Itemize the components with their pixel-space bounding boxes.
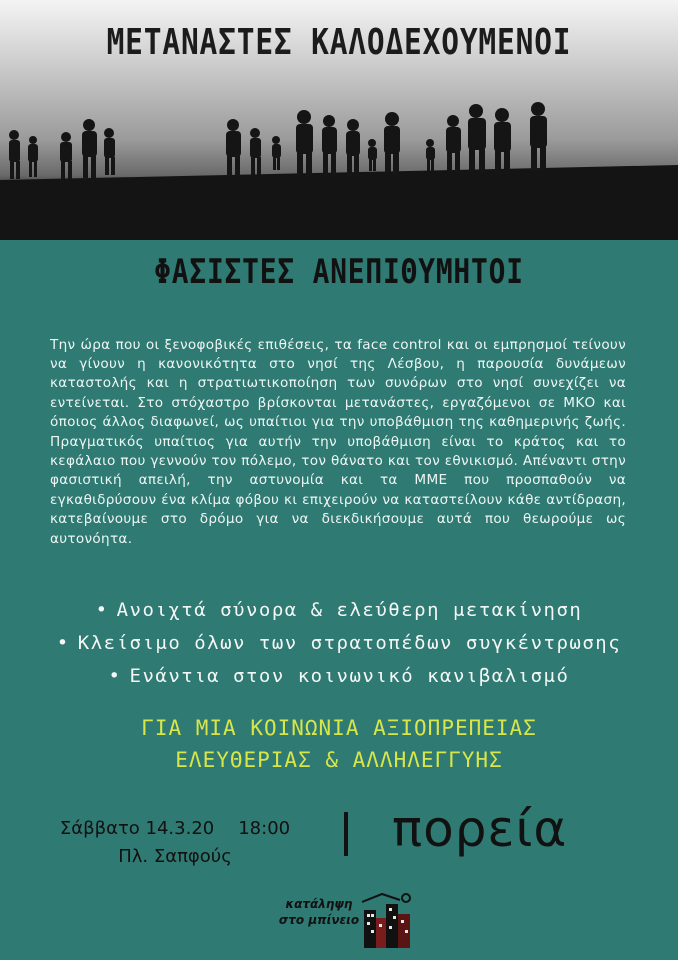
walking-refugees-silhouette-icon xyxy=(0,95,678,240)
organizer-logo xyxy=(268,892,418,950)
hero-photo xyxy=(0,0,678,240)
list-item xyxy=(0,627,678,660)
organizer-line-2: στο μπίνειο xyxy=(278,913,360,927)
organizer-name xyxy=(274,896,364,928)
list-item xyxy=(0,660,678,693)
bullet-icon: • xyxy=(95,599,109,621)
bullet-icon: • xyxy=(56,632,70,654)
city-buildings-logo-icon xyxy=(360,892,416,950)
list-item xyxy=(0,594,678,627)
event-type: πορεία xyxy=(392,800,568,858)
body-paragraph: Την ώρα που οι ξενοφοβικές επιθέσεις, τα face control και οι εμπρησμοί τείνουν να γίνουν η κανονικότητα στο νησί της Λέσβου, η παρουσία δυνάμεων καταστολής και η στρατιωτικοποίηση των συνόρων στο νησί συνεχίζει να εντείνεται. Στο στόχαστρο βρίσκονται μετανάστες, εργαζόμενοι σε ΜΚΟ και όποιος άλλος διαφωνεί, ως υπαίτιοι για την υποβάθμιση της καθημερινής ζωής. Πραγματικός υπαίτιος για αυτήν την υποβάθμιση είναι το κράτος και το κεφάλαιο που γεννούν τον πόλεμο, τον θάνατο και τον εθνικισμό. Απέναντι στην φασιστική απειλή, την αστυνομία και τα ΜΜΕ που προσπαθούν να εγκαθιδρύσουν ένα κλίμα φόβου κι επιχειρούν να καταστείλουν κάθε αντίδραση, κατεβαίνουμε στο δρόμο για να διεκδικήσουμε αυτά που θεωρούμε ως αυτονόητα. xyxy=(50,336,626,547)
demand-text: Ενάντια στον κοινωνικό κανιβαλισμό xyxy=(129,665,570,687)
bullet-icon: • xyxy=(108,665,122,687)
organizer-line-1: κατάληψη xyxy=(285,897,353,911)
demand-text: Ανοιχτά σύνορα & ελεύθερη μετακίνηση xyxy=(116,599,583,621)
poster-title: ΜΕΤΑΝΑΣΤΕΣ ΚΑΛΟΔΕΧΟΥΜΕΝΟΙ xyxy=(106,22,572,63)
event-date: Σάββατο 14.3.20 xyxy=(59,818,215,839)
slogan-line-1: ΓΙΑ ΜΙΑ ΚΟΙΝΩΝΙΑ ΑΞΙΟΠΡΕΠΕΙΑΣ xyxy=(141,716,537,740)
slogan-line-2: ΕΛΕΥΘΕΡΙΑΣ & ΑΛΛΗΛΕΓΓΥΗΣ xyxy=(175,748,503,772)
divider xyxy=(344,812,348,856)
demand-text: Κλείσιμο όλων των στρατοπέδων συγκέντρωσης xyxy=(77,632,622,654)
demands-list xyxy=(0,594,678,693)
event-place: Πλ. Σαπφούς xyxy=(118,846,232,867)
event-details xyxy=(50,815,300,871)
event-time: 18:00 xyxy=(238,818,291,839)
slogan xyxy=(0,712,678,776)
poster-subtitle: ΦΑΣΙΣΤΕΣ ΑΝΕΠΙΘΥΜΗΤΟΙ xyxy=(154,252,524,292)
